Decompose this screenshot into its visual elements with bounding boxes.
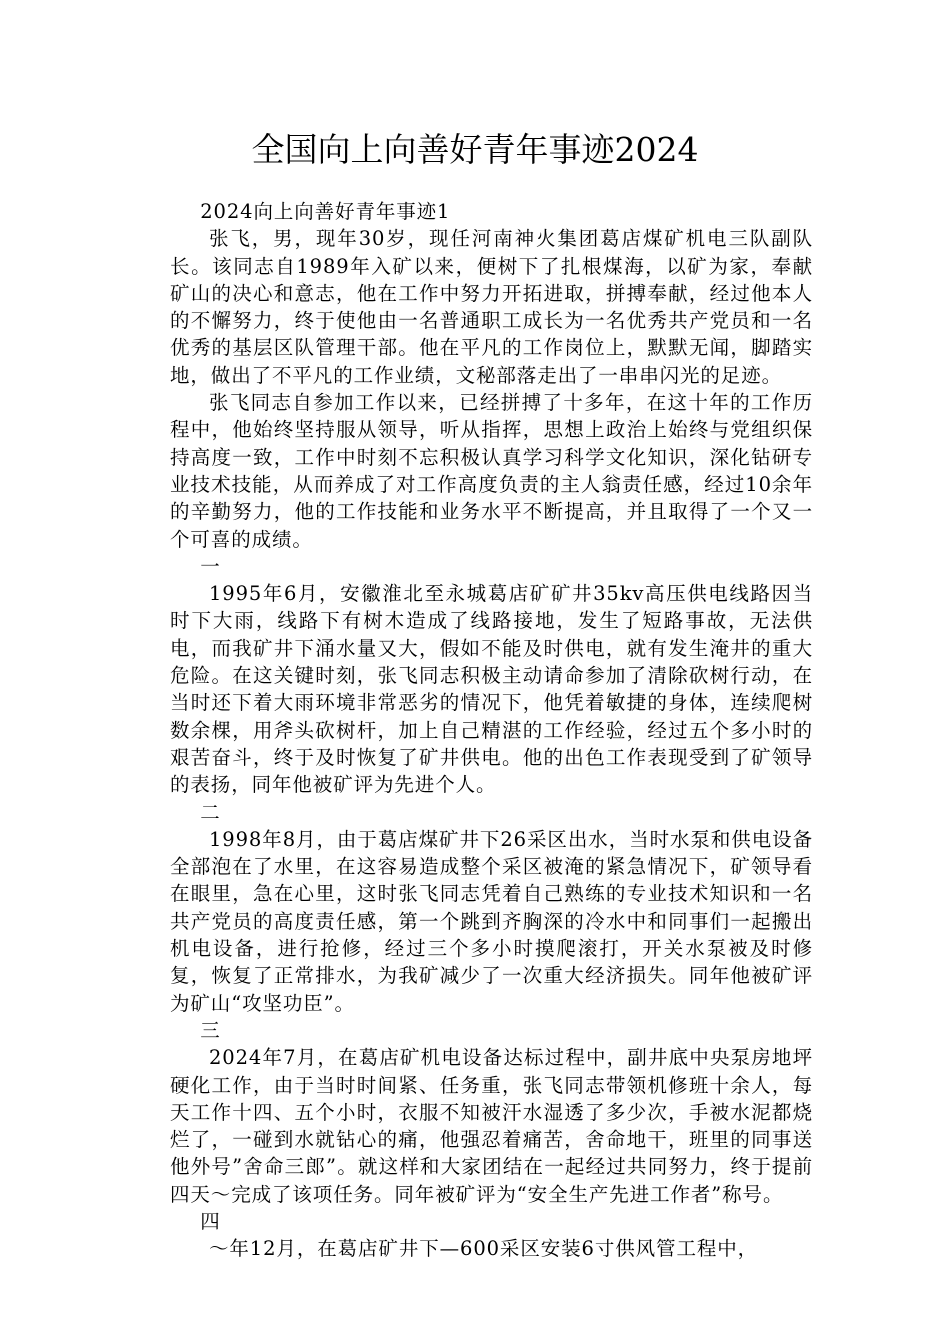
section-heading: 三 (200, 1018, 221, 1042)
body-paragraph: 张飞，男，现年30岁，现任河南神火集团葛店煤矿机电三队副队长。该同志自1989年入矿以来，便树下了扎根煤海，以矿为家，奉献矿山的决心和意志，他在工作中努力开拓进取，拼搏奉献，经过他本人的不懈努力，终于使他由一名普通职工成长为一名优秀共产党员和一名优秀的基层区队管理干部。他在平凡的工作岗位上，默默无闻，脚踏实地，做出了不平凡的工作业绩，文秘部落走出了一串串闪光的足迹。 (170, 227, 813, 387)
document-body (170, 198, 813, 1263)
section-heading: 一 (200, 554, 221, 578)
document-title: 全国向上向善好青年事迹2024 (251, 130, 699, 169)
section-heading: 二 (200, 800, 221, 824)
section-subtitle: 2024向上向善好青年事迹1 (200, 200, 451, 223)
body-paragraph: 1995年6月，安徽淮北至永城葛店矿矿井35kv高压供电线路因当时下大雨，线路下有树木造成了线路接地，发生了短路事故，无法供电，而我矿井下涌水量又大，假如不能及时供电，就有发生淹井的重大危险。在这关键时刻，张飞同志积极主动请命参加了清除砍树行动，在当时还下着大雨环境非常恶劣的情况下，他凭着敏捷的身体，连续爬树数余棵，用斧头砍树杆，加上自己精湛的工作经验，经过五个多小时的艰苦奋斗，终于及时恢复了矿井供电。他的出色工作表现受到了矿领导的表扬，同年他被矿评为先进个人。 (170, 582, 813, 797)
body-paragraph: 1998年8月，由于葛店煤矿井下26采区出水，当时水泵和供电设备全部泡在了水里，在这容易造成整个采区被淹的紧急情况下，矿领导看在眼里，急在心里，这时张飞同志凭着自己熟练的专业技术知识和一名共产党员的高度责任感，第一个跳到齐胸深的冷水中和同事们一起搬出机电设备，进行抢修，经过三个多小时摸爬滚打，开关水泵被及时修复，恢复了正常排水，为我矿减少了一次重大经济损失。同年他被矿评为矿山“攻坚功臣”。 (170, 827, 813, 1015)
body-paragraph: 2024年7月，在葛店矿机电设备达标过程中，副井底中央泵房地坪硬化工作，由于当时时间紧、任务重，张飞同志带领机修班十余人，每天工作十四、五个小时，衣服不知被汗水湿透了多少次，手被水泥都烧烂了，一碰到水就钻心的痛，他强忍着痛苦，舍命地干，班里的同事送他外号”舍命三郎”。就这样和大家团结在一起经过共同努力，终于提前四天～完成了该项任务。同年被矿评为“安全生产先进工作者”称号。 (170, 1046, 813, 1206)
section-heading: 四 (200, 1209, 221, 1233)
body-paragraph: 张飞同志自参加工作以来，已经拼搏了十多年，在这十年的工作历程中，他始终坚持服从领导，听从指挥，思想上政治上始终与党组织保持高度一致，工作中时刻不忘积极认真学习科学文化知识，深化钻研专业技术技能，从而养成了对工作高度负责的主人翁责任感，经过10余年的辛勤努力，他的工作技能和业务水平不断提高，并且取得了一个又一个可喜的成绩。 (170, 391, 813, 551)
body-paragraph: ～年12月，在葛店矿井下—600采区安装6寸供风管工程中， (209, 1237, 759, 1261)
